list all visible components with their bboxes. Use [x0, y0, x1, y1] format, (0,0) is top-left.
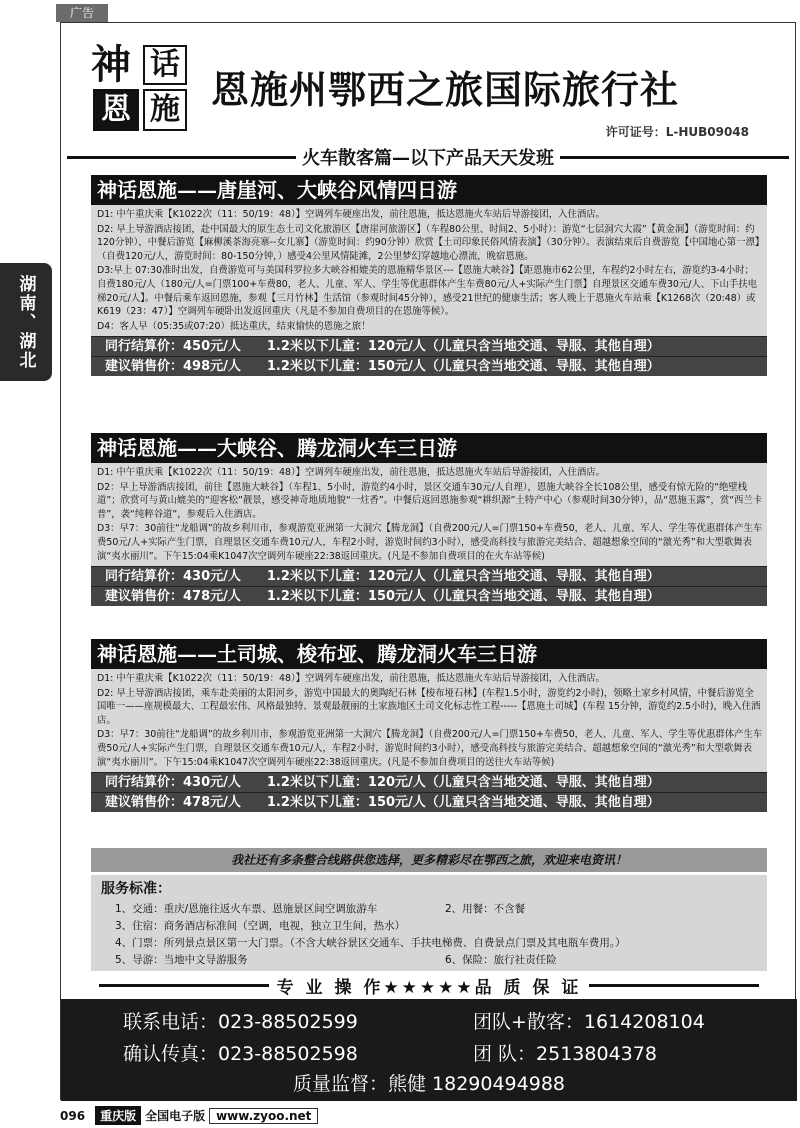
website-link[interactable]: www.zyoo.net	[209, 1108, 318, 1124]
train-title-text: 火车散客篇—以下产品天天发班	[302, 148, 554, 169]
child-price: 1.2米以下儿童：120元/人（儿童只含当地交通、导服、其他自理）	[266, 339, 660, 355]
peer-price-row	[91, 566, 767, 586]
contact-panel	[61, 999, 797, 1101]
itinerary-day: D3：早7：30前往“龙船调”的故乡利川市，参观游览亚洲第一大洞穴【腾龙洞】（自费200元/人=门票150+车费50，老人、儿童、军人、学生等优惠群体产生车费50元/人+实际产生门票，自理景区交通车费10元/人，车程2小时，游览时间约3小时），感受高科技与旅游完美结合、超越想象空间的“激光秀”和大型歌舞表演“夷水丽川”。下午15:04乘K1047次空调列车硬座22:38返回重庆。(凡是不参加自费项目的在火车站等候)	[97, 523, 763, 562]
train-section-title	[61, 141, 795, 173]
itinerary-day: D1: 中午重庆乘【K1022次（11：50/19：48）】空调列车硬座出发，前往恩施，抵达恩施火车站后导游接团，入住酒店。	[97, 467, 606, 478]
suggest-price-row	[91, 586, 767, 606]
tour-title: 神话恩施——大峡谷、腾龙洞火车三日游	[91, 433, 767, 463]
header	[61, 23, 795, 141]
edition-badge: 重庆版	[95, 1106, 141, 1125]
logo	[91, 33, 191, 133]
peer-price: 同行结算价：450元/人	[105, 339, 241, 355]
service-item: 4、门票：所列景点景区第一大门票。（不含大峡谷景区交通车、手扶电梯费、自费景点门票及其电瓶车费用。）	[115, 937, 626, 949]
tour-section-1	[91, 175, 767, 376]
tour-title: 神话恩施——唐崖河、大峡谷风情四日游	[91, 175, 767, 205]
itinerary-day: D2：早上导游酒店接团，前往【恩施大峡谷】（车程1、5小时，游览约4小时，景区交通车30元/人自理），恩施大峡谷全长108公里，感受有惊无险的“绝壁栈道”；欣赏可与黄山媲美的“迎客松”靓景，感受神奇地质地貌“一炷香”。中餐后返回恩施参观“耕织源”土特产中心（参观时间30分钟），品“恩施玉露”，赏“西兰卡普”，袭“纯粹谷道”，参观后入住酒店。	[97, 481, 763, 520]
service-row	[101, 935, 757, 952]
edition-label: 全国电子版	[145, 1109, 206, 1123]
quality-supervisor[interactable]: 质量监督：熊健 18290494988	[292, 1073, 565, 1095]
peer-price: 同行结算价：430元/人	[105, 569, 241, 585]
tour-itinerary	[91, 463, 767, 566]
peer-price-row	[91, 336, 767, 356]
tour-itinerary	[91, 205, 767, 336]
license-number: 许可证号：L-HUB09048	[605, 125, 749, 139]
suggest-price: 建议销售价：478元/人	[105, 589, 241, 605]
peer-price-row	[91, 772, 767, 792]
tour-title: 神话恩施——土司城、梭布垭、腾龙洞火车三日游	[91, 639, 767, 669]
itinerary-day: D4：客人早（05:35或07:20）抵达重庆，结束愉快的恩施之旅！	[97, 320, 371, 332]
quality-banner	[91, 973, 767, 997]
logo-char: 话	[143, 45, 187, 85]
child-price: 1.2米以下儿童：150元/人（儿童只含当地交通、导服、其他自理）	[266, 589, 660, 605]
logo-char: 神	[91, 41, 131, 88]
promo-banner: 我社还有多条整合线路供您选择，更多精彩尽在鄂西之旅，欢迎来电资讯！	[91, 848, 767, 872]
footer	[60, 1106, 318, 1125]
service-item: 2、用餐：不含餐	[445, 903, 526, 915]
tour-section-2	[91, 433, 767, 606]
service-item: 1、交通：重庆/恩施往返火车票、恩施景区间空调旅游车	[115, 903, 378, 915]
page-number: 096	[60, 1108, 86, 1123]
child-price: 1.2米以下儿童：120元/人（儿童只含当地交通、导服、其他自理）	[266, 775, 660, 791]
company-name: 恩施州鄂西之旅国际旅行社	[211, 67, 680, 112]
service-row	[101, 952, 757, 969]
suggest-price: 建议销售价：478元/人	[105, 795, 241, 811]
advert-page	[60, 22, 796, 1100]
itinerary-day: D3:早上 07:30准时出发，自费游览可与美国科罗拉多大峡谷相媲美的恩施精华景区---【恩施大峡谷】【距恩施市62公里，车程约2小时左右，游览约3-4小时；自费180元/人（180元/人=门票100+车费80，老人、儿童、军人、学生等优惠群体产生车费80元/人+实际产生门票】自理景区交通车费30元/人、下山手扶电梯20元/人】。中餐后乘车返回恩施，参观【三月竹林】生活馆（参观时间45分钟），感受21世纪的健康生活；客人晚上于恩施火车站乘【K1268次（20:48）或K619（23：47）】空调列车硬卧出发返回重庆（凡是不参加自费项目的在恩施等候）。	[97, 265, 758, 318]
contact-fax[interactable]: 确认传真：023-88502598	[123, 1043, 358, 1065]
suggest-price: 建议销售价：498元/人	[105, 359, 241, 375]
contact-phone[interactable]: 联系电话：023-88502599	[123, 1011, 358, 1033]
service-item: 5、导游：当地中文导游服务	[115, 954, 248, 966]
divider	[560, 156, 789, 159]
itinerary-day: D2: 早上导游酒店接团，赴中国最大的原生态土司文化旅游区【唐崖河旅游区】（车程80公里、时间2、5小时）：游览“七层洞穴大霞”【黄金洞】（游览时间：约120分钟），中餐后游览【麻柳溪茶海亮寨--女儿寨】（游览时间：约90分钟）欣赏【土司印象民俗风情表演】（30分钟）。表演结束后自费游览【中国地心第一漂】（自费120元/人，游览时间：80-150分钟，）感受4公里风情陡滩，2公里梦幻穿越地心漂流，晚宿恩施。	[97, 223, 760, 262]
region-tab[interactable]: 湖南、湖北	[0, 263, 52, 381]
divider	[67, 156, 296, 159]
suggest-price-row	[91, 792, 767, 812]
contact-group[interactable]: 团队+散客：1614208104	[473, 1011, 705, 1033]
logo-char: 恩	[93, 89, 139, 131]
service-item: 6、保险：旅行社责任险	[445, 954, 557, 966]
service-row	[101, 901, 757, 918]
suggest-price-row	[91, 356, 767, 376]
logo-char: 施	[143, 89, 187, 131]
ad-tag: 广告	[56, 4, 108, 22]
divider	[99, 984, 269, 987]
service-title: 服务标准：	[101, 881, 171, 897]
child-price: 1.2米以下儿童：120元/人（儿童只含当地交通、导服、其他自理）	[266, 569, 660, 585]
tour-section-3	[91, 639, 767, 812]
itinerary-day: D2: 早上导游酒店接团，乘车赴美丽的太阳河乡，游览中国最大的奥陶纪石林【梭布垭石林】(车程1.5小时，游览约2小时)，领略土家乡村风情，中餐后游览全国唯一——座规模最大、工程最宏伟、风格最独特、景观最靓丽的土家族地区土司文化标志性工程-----【恩施土司城】(车程 15分钟，游览约2.5小时)，晚入住酒店。	[97, 687, 761, 726]
service-item: 3、住宿：商务酒店标准间（空调，电视，独立卫生间，热水）	[115, 920, 406, 932]
service-standards	[91, 875, 767, 971]
contact-team[interactable]: 团 队：2513804378	[473, 1043, 657, 1065]
itinerary-day: D1: 中午重庆乘【K1022次（11：50/19：48）】空调列车硬座出发，前往恩施，抵达恩施火车站后导游接团，入住酒店。	[97, 209, 606, 220]
child-price: 1.2米以下儿童：150元/人（儿童只含当地交通、导服、其他自理）	[266, 359, 660, 375]
itinerary-day: D3：早7：30前往“龙船调”的故乡利川市，参观游览亚洲第一大洞穴【腾龙洞】（自费200元/人=门票150+车费50，老人、儿童、军人、学生等优惠群体产生车费50元/人+实际产生门票，自理景区交通车费10元/人，车程2小时，游览时间约3小时），感受高科技与旅游完美结合、超越想象空间的“激光秀”和大型歌舞表演“夷水丽川”。下午15:04乘K1047次空调列车硬座22:38返回重庆。(凡是不参加自费项目的送往火车站等候)	[97, 729, 763, 768]
service-row	[101, 918, 757, 935]
tour-itinerary	[91, 669, 767, 772]
divider	[589, 984, 759, 987]
quality-text: 专 业 操 作★★★★★品 质 保 证	[276, 977, 582, 998]
peer-price: 同行结算价：430元/人	[105, 775, 241, 791]
itinerary-day: D1: 中午重庆乘【K1022次（11：50/19：48）】空调列车硬座出发，前往恩施，抵达恩施火车站后导游接团，入住酒店。	[97, 673, 606, 684]
child-price: 1.2米以下儿童：150元/人（儿童只含当地交通、导服、其他自理）	[266, 795, 660, 811]
